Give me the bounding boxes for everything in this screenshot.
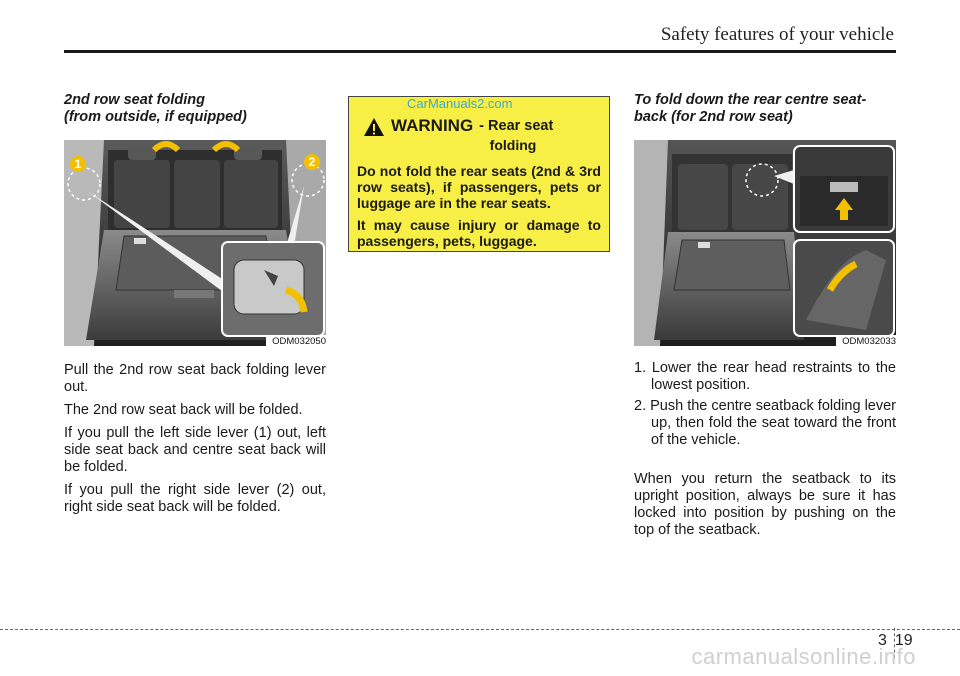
watermark-text: CarManuals2.com: [407, 96, 513, 111]
cargo-area-illustration: [64, 140, 326, 346]
column-right: [634, 92, 896, 545]
warning-box: [348, 96, 610, 252]
heading-line-1: To fold down the rear centre seat-: [634, 92, 867, 108]
page-number-value: 19: [894, 632, 913, 649]
heading-line-1: 2nd row seat folding: [64, 92, 205, 108]
warning-label: WARNING: [391, 116, 474, 135]
warning-text: It may cause injury or damage to passengers, pets, luggage.: [357, 217, 601, 249]
figure-code: ODM032050: [266, 335, 326, 346]
list-item: 2. Push the centre seatback folding lever up, then fold the seat toward the front of the vehicle.: [634, 398, 896, 448]
header-rule: [64, 50, 896, 53]
heading-line-2: back (for 2nd row seat): [634, 109, 793, 125]
list-item: 1. Lower the rear head restraints to the lowest position.: [634, 360, 896, 393]
closing-paragraph: When you return the seatback to its upright position, always be sure it has locked into position by pushing on the top of the seatback.: [634, 471, 896, 538]
header-title: Safety features of your vehicle: [660, 24, 894, 45]
paragraph: Pull the 2nd row seat back folding lever out.: [64, 362, 326, 395]
warning-text: Do not fold the rear seats (2nd & 3rd row seats), if passengers, pets or luggage are in the rear seats.: [357, 163, 601, 211]
section-heading: [634, 92, 896, 126]
column-middle: [348, 96, 610, 252]
marker-2: 2: [304, 154, 320, 170]
section-heading: [64, 92, 326, 126]
paragraph: If you pull the right side lever (2) out, right side seat back will be folded.: [64, 482, 326, 515]
paragraph: The 2nd row seat back will be folded.: [64, 402, 303, 418]
steps-list: [634, 360, 896, 449]
warning-header: [357, 117, 601, 137]
warning-triangle-icon: [363, 117, 385, 137]
chapter-number: 3: [878, 632, 887, 649]
centre-seat-illustration: [634, 140, 896, 346]
column-left: [64, 92, 326, 522]
centre-seat-figure: [634, 140, 896, 346]
bottom-watermark: carmanualsonline.info: [691, 644, 916, 669]
seat-folding-figure: [64, 140, 326, 346]
heading-line-2: (from outside, if equipped): [64, 109, 247, 125]
marker-1: 1: [70, 156, 86, 172]
warning-title: - Rear seat: [479, 118, 554, 134]
figure-code: ODM032033: [836, 335, 896, 346]
footer-rule: [0, 629, 960, 630]
warning-title-line2: folding: [489, 137, 537, 153]
paragraph: If you pull the left side lever (1) out, left side seat back and centre seat back will be folded.: [64, 425, 326, 475]
